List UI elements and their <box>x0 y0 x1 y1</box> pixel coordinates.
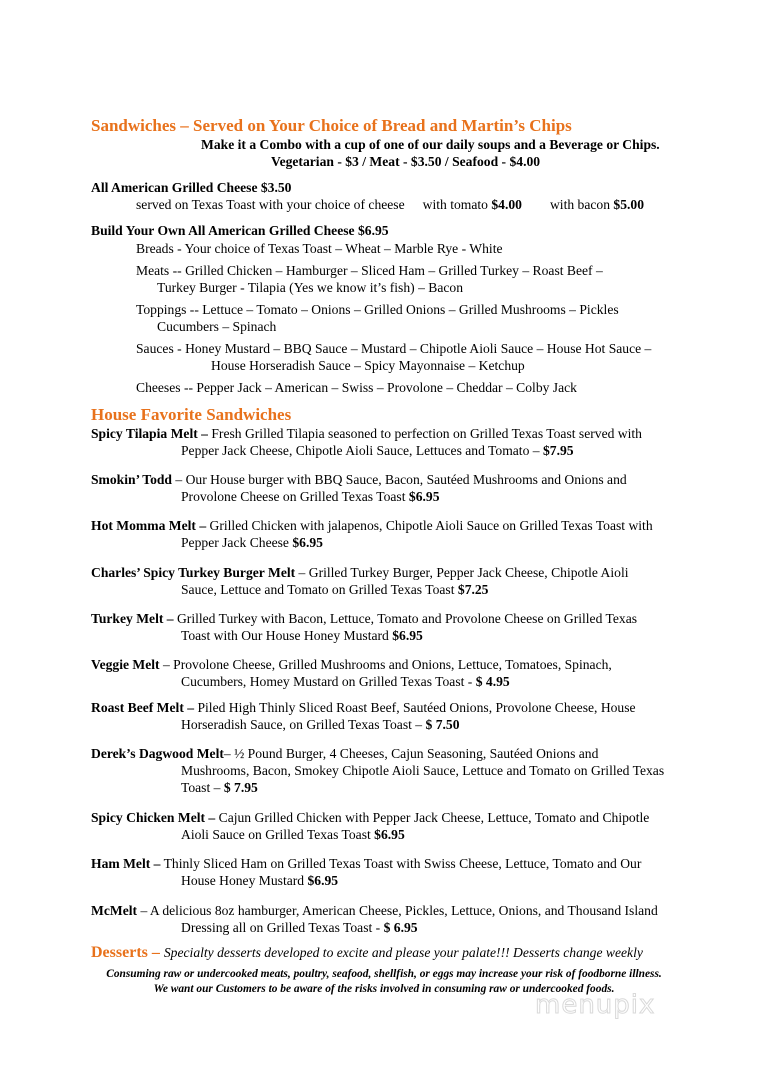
desserts-desc: Specialty desserts developed to excite and please your palate!!! Desserts change weekly <box>163 945 643 960</box>
meats-line-1: Meats -- Grilled Chicken – Hamburger – Sliced Ham – Grilled Turkey – Roast Beef – <box>136 263 603 278</box>
menu-item-roast-beef-melt <box>91 699 731 733</box>
sauces-line-1: Sauces - Honey Mustard – BBQ Sauce – Mustard – Chipotle Aioli Sauce – House Hot Sauce – <box>136 341 652 356</box>
sandwiches-heading: Sandwiches – Served on Your Choice of Bread and Martin’s Chips <box>91 116 572 135</box>
menu-item-turkey-melt <box>91 610 731 644</box>
menu-item-smokin-todd <box>91 471 731 505</box>
combo-line: Make it a Combo with a cup of one of our daily soups and a Beverage or Chips. <box>201 137 660 152</box>
item-name: Veggie Melt <box>91 657 160 672</box>
item-desc-line1: Piled High Thinly Sliced Roast Beef, Sautéed Onions, Provolone Cheese, House <box>194 700 636 715</box>
tomato-price: $4.00 <box>491 197 522 212</box>
item-desc-line2: Aioli Sauce on Grilled Texas Toast <box>181 827 375 842</box>
item-name: Spicy Chicken Melt – <box>91 810 216 825</box>
item-desc-line2: Mushrooms, Bacon, Smokey Chipotle Aioli Sauce, Lettuce and Tomato on Grilled Texas <box>181 763 665 778</box>
combo-prices: Vegetarian - $3 / Meat - $3.50 / Seafood - $4.00 <box>271 154 541 169</box>
item-desc-line2: Toast with Our House Honey Mustard <box>181 628 393 643</box>
item-name: McMelt <box>91 903 138 918</box>
item-desc-line1: – Provolone Cheese, Grilled Mushrooms and Onions, Lettuce, Tomatoes, Spinach, <box>159 657 612 672</box>
item-price: $6.95 <box>408 489 440 504</box>
menu-item-spicy-chicken-melt <box>91 809 731 843</box>
item-desc-line1: Grilled Chicken with jalapenos, Chipotle Aioli Sauce on Grilled Texas Toast with <box>206 518 653 533</box>
grilled-cheese-name: All American Grilled Cheese $3.50 <box>91 180 292 195</box>
item-desc-line1: – Grilled Turkey Burger, Pepper Jack Cheese, Chipotle Aioli <box>295 565 629 580</box>
tomato-label: with tomato <box>422 197 488 212</box>
item-desc-line2: Pepper Jack Cheese, Chipotle Aioli Sauce, Lettuces and Tomato – <box>181 443 543 458</box>
warning-line-2: We want our Customers to be aware of the risks involved in consuming raw or undercooked foods. <box>153 983 615 995</box>
item-desc-line2: Dressing all on Grilled Texas Toast - <box>181 920 384 935</box>
grilled-cheese-desc <box>136 196 644 213</box>
item-desc-line1: – Our House burger with BBQ Sauce, Bacon, Sautéed Mushrooms and Onions and <box>171 472 627 487</box>
item-name: Smokin’ Todd <box>91 472 172 487</box>
item-price: $6.95 <box>307 873 339 888</box>
item-name: Ham Melt – <box>91 856 161 871</box>
item-desc-line2: Horseradish Sauce, on Grilled Texas Toast – <box>181 717 426 732</box>
menu-item-veggie-melt <box>91 656 731 690</box>
toppings-line-2: Cucumbers – Spinach <box>157 319 277 334</box>
item-price: $7.95 <box>542 443 574 458</box>
item-desc-line2: Sauce, Lettuce and Tomato on Grilled Texas Toast <box>181 582 458 597</box>
item-price: $ 7.50 <box>425 717 460 732</box>
item-desc-line1: Fresh Grilled Tilapia seasoned to perfection on Grilled Texas Toast served with <box>207 426 642 441</box>
item-name: Roast Beef Melt – <box>91 700 195 715</box>
item-desc-line1: Thinly Sliced Ham on Grilled Texas Toast with Swiss Cheese, Lettuce, Tomato and Our <box>160 856 642 871</box>
item-name: Charles’ Spicy Turkey Burger Melt <box>91 565 296 580</box>
item-name: Spicy Tilapia Melt – <box>91 426 208 441</box>
sauces-line-2: House Horseradish Sauce – Spicy Mayonnaise – Ketchup <box>211 358 525 373</box>
item-desc-line2: Provolone Cheese on Grilled Texas Toast <box>181 489 409 504</box>
item-name: Derek’s Dagwood Melt <box>91 746 224 761</box>
item-desc-line1: Cajun Grilled Chicken with Pepper Jack Cheese, Lettuce, Tomato and Chipotle <box>215 810 650 825</box>
breads-line: Breads - Your choice of Texas Toast – Wheat – Marble Rye - White <box>136 241 503 256</box>
menu-item-dereks-dagwood-melt <box>91 745 731 796</box>
house-favorites-heading: House Favorite Sandwiches <box>91 405 292 424</box>
item-price: $ 6.95 <box>383 920 418 935</box>
menu-item-hot-momma-melt <box>91 517 731 551</box>
item-desc-line2: House Honey Mustard <box>181 873 308 888</box>
menu-item-mcmelt <box>91 902 731 936</box>
item-desc-line1: – ½ Pound Burger, 4 Cheeses, Cajun Seasoning, Sautéed Onions and <box>223 746 599 761</box>
item-desc-line3: Toast – <box>181 780 224 795</box>
cheeses-line: Cheeses -- Pepper Jack – American – Swiss – Provolone – Cheddar – Colby Jack <box>136 380 577 395</box>
item-desc-line1: – A delicious 8oz hamburger, American Cheese, Pickles, Lettuce, Onions, and Thousand Island <box>137 903 658 918</box>
item-name: Hot Momma Melt – <box>91 518 207 533</box>
bacon-price: $5.00 <box>613 197 644 212</box>
menu-item-spicy-tilapia-melt <box>91 425 731 459</box>
item-price: $6.95 <box>374 827 405 842</box>
item-desc-line1: Grilled Turkey with Bacon, Lettuce, Tomato and Provolone Cheese on Grilled Texas <box>173 611 638 626</box>
item-desc-line2: Pepper Jack Cheese <box>181 535 293 550</box>
grilled-cheese-desc-text: served on Texas Toast with your choice of cheese <box>136 197 405 212</box>
item-price: $7.25 <box>457 582 489 597</box>
warning-line-1: Consuming raw or undercooked meats, poultry, seafood, shellfish, or eggs may increase your risk of foodborne illness. <box>106 968 662 980</box>
item-desc-line2: Cucumbers, Homey Mustard on Grilled Texas Toast - <box>181 674 476 689</box>
meats-line-2: Turkey Burger - Tilapia (Yes we know it’s fish) – Bacon <box>157 280 463 295</box>
item-price: $6.95 <box>292 535 323 550</box>
item-price: $ 7.95 <box>223 780 258 795</box>
menu-item-ham-melt <box>91 855 731 889</box>
item-name: Turkey Melt – <box>91 611 174 626</box>
desserts-heading: Desserts – <box>91 944 160 961</box>
menu-item-charles-spicy-turkey-burger-melt <box>91 564 731 598</box>
item-price: $6.95 <box>392 628 423 643</box>
item-price: $ 4.95 <box>475 674 510 689</box>
toppings-line-1: Toppings -- Lettuce – Tomato – Onions – Grilled Onions – Grilled Mushrooms – Pickles <box>136 302 619 317</box>
menupix-watermark: menupix <box>535 990 656 1020</box>
build-your-own-name: Build Your Own All American Grilled Cheese $6.95 <box>91 223 389 238</box>
desserts-line <box>91 944 643 962</box>
bacon-label: with bacon <box>549 197 610 212</box>
